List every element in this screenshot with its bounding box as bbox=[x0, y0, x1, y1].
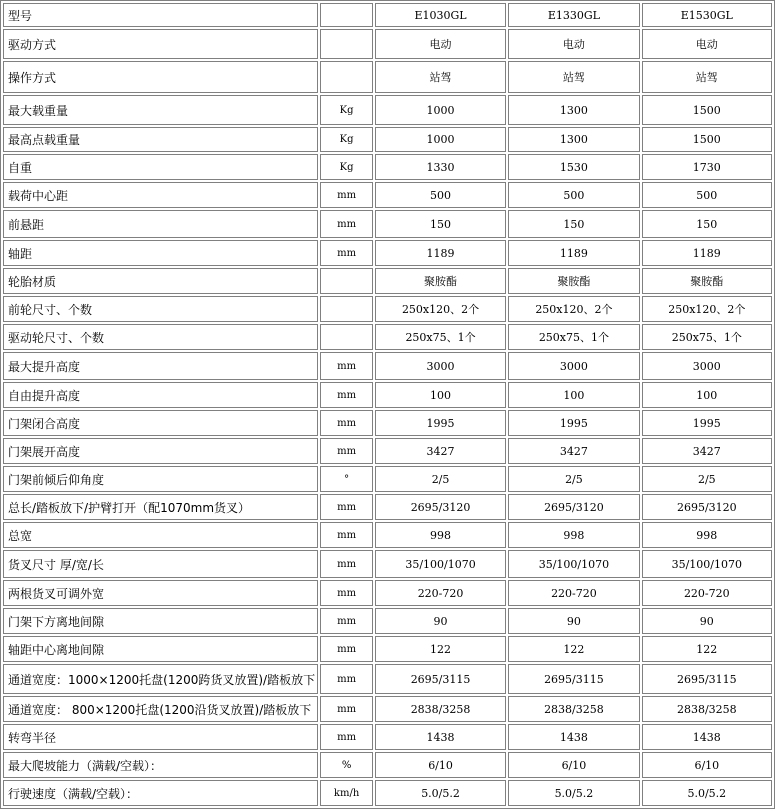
table-row bbox=[3, 127, 772, 152]
value-e1530gl: 90 bbox=[642, 608, 772, 634]
value-e1530gl: 1500 bbox=[642, 95, 772, 125]
table-row bbox=[3, 494, 772, 520]
table-row bbox=[3, 438, 772, 464]
table-row bbox=[3, 608, 772, 634]
value-e1530gl: 220-720 bbox=[642, 580, 772, 606]
value-e1530gl: 2/5 bbox=[642, 466, 772, 492]
value-e1330gl: 250x120、2个 bbox=[508, 296, 639, 322]
row-unit: mm bbox=[320, 352, 373, 380]
row-unit: mm bbox=[320, 210, 373, 238]
table-row bbox=[3, 154, 772, 180]
row-label: 自由提升高度 bbox=[3, 382, 318, 408]
value-e1530gl: 150 bbox=[642, 210, 772, 238]
value-e1330gl: 100 bbox=[508, 382, 639, 408]
value-e1530gl: 5.0/5.2 bbox=[642, 780, 772, 806]
row-unit: mm bbox=[320, 724, 373, 750]
value-e1330gl: 6/10 bbox=[508, 752, 639, 778]
row-label: 门架下方离地间隙 bbox=[3, 608, 318, 634]
table-row bbox=[3, 522, 772, 548]
value-e1330gl: 2838/3258 bbox=[508, 696, 639, 722]
row-label: 转弯半径 bbox=[3, 724, 318, 750]
value-e1530gl: 2838/3258 bbox=[642, 696, 772, 722]
value-e1030gl: 100 bbox=[375, 382, 506, 408]
row-unit: mm bbox=[320, 636, 373, 662]
value-e1030gl: 1438 bbox=[375, 724, 506, 750]
value-e1530gl: 6/10 bbox=[642, 752, 772, 778]
value-e1330gl: 3000 bbox=[508, 352, 639, 380]
row-unit: Kg bbox=[320, 127, 373, 152]
table-row bbox=[3, 240, 772, 266]
table-row bbox=[3, 550, 772, 578]
row-unit: % bbox=[320, 752, 373, 778]
value-e1530gl: 250x120、2个 bbox=[642, 296, 772, 322]
row-label: 驱动轮尺寸、个数 bbox=[3, 324, 318, 350]
model-e1330gl: E1330GL bbox=[508, 3, 639, 27]
value-e1330gl: 2/5 bbox=[508, 466, 639, 492]
value-e1530gl: 3427 bbox=[642, 438, 772, 464]
row-unit: Kg bbox=[320, 95, 373, 125]
row-label: 前轮尺寸、个数 bbox=[3, 296, 318, 322]
value-e1530gl: 35/100/1070 bbox=[642, 550, 772, 578]
value-e1530gl: 站驾 bbox=[642, 61, 772, 93]
row-unit: mm bbox=[320, 182, 373, 208]
value-e1030gl: 1189 bbox=[375, 240, 506, 266]
row-label: 总长/踏板放下/护臂打开（配1070mm货叉） bbox=[3, 494, 318, 520]
value-e1530gl: 1995 bbox=[642, 410, 772, 436]
row-label: 驱动方式 bbox=[3, 29, 318, 59]
value-e1030gl: 1995 bbox=[375, 410, 506, 436]
value-e1330gl: 150 bbox=[508, 210, 639, 238]
table-row bbox=[3, 752, 772, 778]
value-e1330gl: 90 bbox=[508, 608, 639, 634]
header-unit bbox=[320, 3, 373, 27]
row-unit: mm bbox=[320, 382, 373, 408]
value-e1330gl: 1189 bbox=[508, 240, 639, 266]
row-label: 轴距中心离地间隙 bbox=[3, 636, 318, 662]
row-label: 操作方式 bbox=[3, 61, 318, 93]
value-e1330gl: 2695/3115 bbox=[508, 664, 639, 694]
value-e1030gl: 2838/3258 bbox=[375, 696, 506, 722]
table-row bbox=[3, 210, 772, 238]
value-e1330gl: 5.0/5.2 bbox=[508, 780, 639, 806]
row-unit: mm bbox=[320, 608, 373, 634]
value-e1530gl: 998 bbox=[642, 522, 772, 548]
model-e1530gl: E1530GL bbox=[642, 3, 772, 27]
value-e1330gl: 3427 bbox=[508, 438, 639, 464]
table-row bbox=[3, 696, 772, 722]
row-unit bbox=[320, 296, 373, 322]
row-label: 门架展开高度 bbox=[3, 438, 318, 464]
value-e1330gl: 122 bbox=[508, 636, 639, 662]
row-label: 轴距 bbox=[3, 240, 318, 266]
row-unit bbox=[320, 61, 373, 93]
model-e1030gl: E1030GL bbox=[375, 3, 506, 27]
value-e1030gl: 6/10 bbox=[375, 752, 506, 778]
value-e1030gl: 250x75、1个 bbox=[375, 324, 506, 350]
row-label: 通道宽度： 800×1200托盘(1200沿货叉放置)/踏板放下 bbox=[3, 696, 318, 722]
row-label: 通道宽度：1000×1200托盘(1200跨货叉放置)/踏板放下 bbox=[3, 664, 318, 694]
row-label: 门架闭合高度 bbox=[3, 410, 318, 436]
row-unit: Kg bbox=[320, 154, 373, 180]
row-unit bbox=[320, 324, 373, 350]
row-unit: mm bbox=[320, 522, 373, 548]
header-row bbox=[3, 3, 772, 27]
value-e1030gl: 电动 bbox=[375, 29, 506, 59]
value-e1030gl: 1000 bbox=[375, 95, 506, 125]
value-e1330gl: 1995 bbox=[508, 410, 639, 436]
value-e1030gl: 3427 bbox=[375, 438, 506, 464]
table-row bbox=[3, 664, 772, 694]
row-unit: mm bbox=[320, 580, 373, 606]
value-e1330gl: 电动 bbox=[508, 29, 639, 59]
row-label: 轮胎材质 bbox=[3, 268, 318, 294]
value-e1530gl: 250x75、1个 bbox=[642, 324, 772, 350]
value-e1330gl: 1530 bbox=[508, 154, 639, 180]
table-row bbox=[3, 382, 772, 408]
value-e1530gl: 电动 bbox=[642, 29, 772, 59]
row-unit: mm bbox=[320, 410, 373, 436]
value-e1330gl: 220-720 bbox=[508, 580, 639, 606]
value-e1330gl: 1438 bbox=[508, 724, 639, 750]
row-unit: mm bbox=[320, 240, 373, 266]
table-row bbox=[3, 268, 772, 294]
value-e1030gl: 1000 bbox=[375, 127, 506, 152]
value-e1030gl: 220-720 bbox=[375, 580, 506, 606]
value-e1530gl: 122 bbox=[642, 636, 772, 662]
row-label: 自重 bbox=[3, 154, 318, 180]
table-row bbox=[3, 580, 772, 606]
row-unit: mm bbox=[320, 438, 373, 464]
row-label: 最大提升高度 bbox=[3, 352, 318, 380]
table-row bbox=[3, 296, 772, 322]
spec-table-body bbox=[3, 3, 772, 806]
value-e1330gl: 250x75、1个 bbox=[508, 324, 639, 350]
table-row bbox=[3, 410, 772, 436]
value-e1330gl: 998 bbox=[508, 522, 639, 548]
header-label: 型号 bbox=[3, 3, 318, 27]
row-unit: km/h bbox=[320, 780, 373, 806]
row-unit: mm bbox=[320, 550, 373, 578]
value-e1530gl: 1500 bbox=[642, 127, 772, 152]
value-e1530gl: 1438 bbox=[642, 724, 772, 750]
value-e1030gl: 250x120、2个 bbox=[375, 296, 506, 322]
value-e1330gl: 站驾 bbox=[508, 61, 639, 93]
row-label: 载荷中心距 bbox=[3, 182, 318, 208]
value-e1330gl: 1300 bbox=[508, 127, 639, 152]
value-e1030gl: 2695/3115 bbox=[375, 664, 506, 694]
row-label: 货叉尺寸 厚/宽/长 bbox=[3, 550, 318, 578]
row-label: 最大载重量 bbox=[3, 95, 318, 125]
value-e1030gl: 998 bbox=[375, 522, 506, 548]
value-e1330gl: 2695/3120 bbox=[508, 494, 639, 520]
value-e1030gl: 站驾 bbox=[375, 61, 506, 93]
row-unit: mm bbox=[320, 696, 373, 722]
value-e1030gl: 5.0/5.2 bbox=[375, 780, 506, 806]
value-e1530gl: 100 bbox=[642, 382, 772, 408]
value-e1030gl: 2695/3120 bbox=[375, 494, 506, 520]
row-unit: mm bbox=[320, 664, 373, 694]
row-label: 最高点载重量 bbox=[3, 127, 318, 152]
value-e1030gl: 90 bbox=[375, 608, 506, 634]
value-e1330gl: 500 bbox=[508, 182, 639, 208]
value-e1530gl: 聚胺酯 bbox=[642, 268, 772, 294]
table-row bbox=[3, 95, 772, 125]
value-e1530gl: 3000 bbox=[642, 352, 772, 380]
value-e1030gl: 122 bbox=[375, 636, 506, 662]
row-unit bbox=[320, 268, 373, 294]
row-unit: mm bbox=[320, 494, 373, 520]
table-row bbox=[3, 352, 772, 380]
value-e1530gl: 1189 bbox=[642, 240, 772, 266]
value-e1030gl: 聚胺酯 bbox=[375, 268, 506, 294]
value-e1330gl: 1300 bbox=[508, 95, 639, 125]
value-e1030gl: 35/100/1070 bbox=[375, 550, 506, 578]
value-e1030gl: 3000 bbox=[375, 352, 506, 380]
value-e1030gl: 1330 bbox=[375, 154, 506, 180]
table-row bbox=[3, 182, 772, 208]
table-row bbox=[3, 636, 772, 662]
row-label: 两根货叉可调外宽 bbox=[3, 580, 318, 606]
value-e1330gl: 聚胺酯 bbox=[508, 268, 639, 294]
row-label: 总宽 bbox=[3, 522, 318, 548]
table-row bbox=[3, 61, 772, 93]
row-label: 门架前倾后仰角度 bbox=[3, 466, 318, 492]
value-e1530gl: 1730 bbox=[642, 154, 772, 180]
row-label: 最大爬坡能力（满载/空载）： bbox=[3, 752, 318, 778]
value-e1030gl: 150 bbox=[375, 210, 506, 238]
value-e1030gl: 500 bbox=[375, 182, 506, 208]
table-row bbox=[3, 29, 772, 59]
value-e1530gl: 2695/3115 bbox=[642, 664, 772, 694]
value-e1030gl: 2/5 bbox=[375, 466, 506, 492]
value-e1330gl: 35/100/1070 bbox=[508, 550, 639, 578]
row-label: 前悬距 bbox=[3, 210, 318, 238]
table-row bbox=[3, 466, 772, 492]
value-e1530gl: 500 bbox=[642, 182, 772, 208]
table-row bbox=[3, 780, 772, 806]
table-row bbox=[3, 724, 772, 750]
value-e1530gl: 2695/3120 bbox=[642, 494, 772, 520]
row-unit: ° bbox=[320, 466, 373, 492]
row-label: 行驶速度（满载/空载）： bbox=[3, 780, 318, 806]
row-unit bbox=[320, 29, 373, 59]
table-row bbox=[3, 324, 772, 350]
